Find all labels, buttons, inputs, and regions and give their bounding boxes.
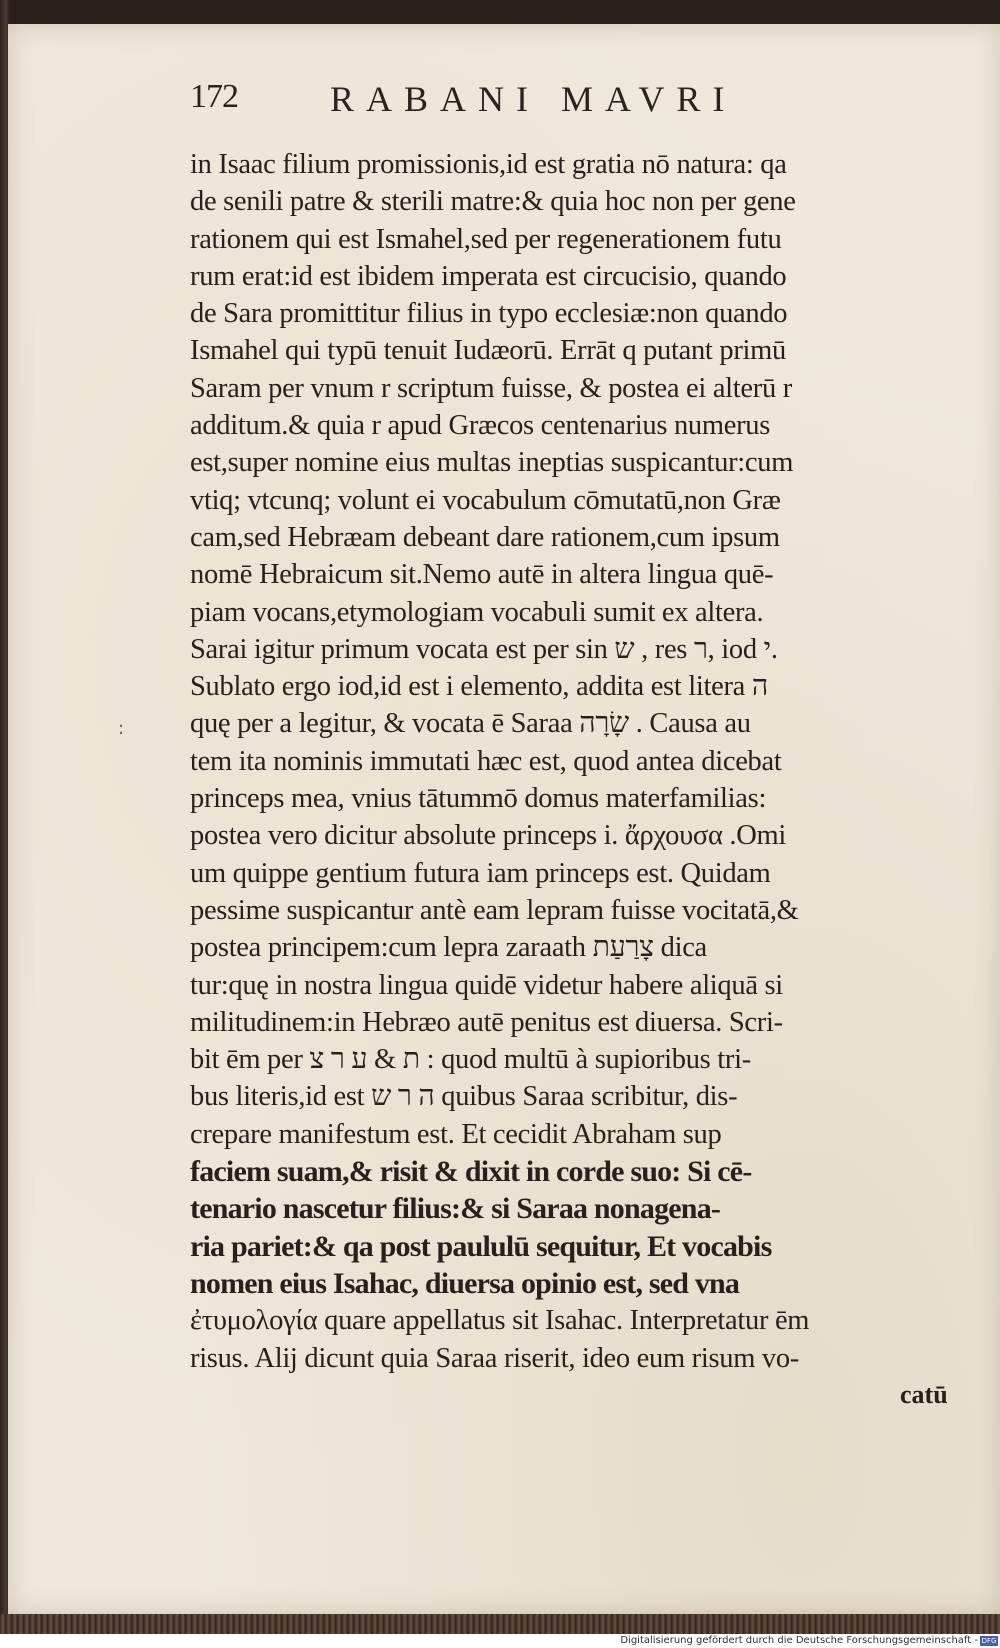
text-line: in Isaac filium promissionis,id est gratia nō natura: qa <box>190 149 787 180</box>
page-number: 172 <box>190 78 238 115</box>
text-line: Sarai igitur primum vocata est per sin ש , res ר, iod י. <box>190 633 778 665</box>
text-line: rum erat:id est ibidem imperata est circucisio, quando <box>190 260 787 292</box>
text-line-blackletter: faciem suam,& risit & dixit in corde suo: Si cē- <box>190 1155 752 1189</box>
text-line: piam vocans,etymologiam vocabuli sumit ex altera. <box>190 596 764 628</box>
margin-mark: : <box>118 718 125 739</box>
body-text <box>190 146 950 1377</box>
text-line: postea principem:cum lepra zaraath צָרַעַת dica <box>190 932 707 964</box>
text-line: cam,sed Hebræam debeant dare rationem,cum ipsum <box>190 521 780 553</box>
text-line: bit ēm per ת & ע ר צ : quod multū à supioribus tri- <box>190 1044 751 1076</box>
page-header <box>190 78 840 128</box>
text-line: crepare manifestum est. Et cecidit Abraham sup <box>190 1118 722 1150</box>
page-edge <box>0 1614 1000 1634</box>
text-line: ἐτυμολογία quare appellatus sit Isahac. Interpretatur ēm <box>190 1305 810 1337</box>
text-line: Saram per vnum r scriptum fuisse, & postea ei alterū r <box>190 372 792 404</box>
funding-credit: Digitalisierung gefördert durch die Deutsche Forschungsgemeinschaft - <box>620 1635 978 1646</box>
text-line: additum.& quia r apud Græcos centenarius numerus <box>190 410 770 442</box>
text-line: rationem qui est Ismahel,sed per regenerationem futu <box>190 223 782 255</box>
text-line: vtiq; vtcunq; volunt ei vocabulum cōmutatū,non Græ <box>190 484 781 516</box>
text-line: de Sara promittitur filius in typo ecclesiæ:non quando <box>190 298 788 330</box>
dfg-logo-icon: DFG <box>981 1637 997 1645</box>
text-line: pessime suspicantur antè eam lepram fuisse vocitatā,& <box>190 894 799 926</box>
text-line: princeps mea, vnius tātummō domus materfamilias: <box>190 783 767 815</box>
text-line: bus literis,id est ה ר ש quibus Saraa scribitur, dis- <box>190 1081 738 1113</box>
running-head: RABANI MAVRI <box>330 79 737 119</box>
footer-strip <box>0 1634 1000 1648</box>
catchword: catū <box>900 1380 948 1409</box>
text-line: tem ita nominis immutati hæc est, quod antea dicebat <box>190 745 782 777</box>
text-line: postea vero dicitur absolute princeps i. ἄρχουσα .Omi <box>190 820 787 852</box>
text-line-blackletter: tenario nascetur filius:& si Saraa nonagena- <box>190 1192 721 1226</box>
text-line: tur:quę in nostra lingua quidē videtur habere aliquā si <box>190 969 783 1001</box>
text-line: Sublato ergo iod,id est i elemento, addita est litera ה <box>190 671 768 703</box>
text-line: nomē Hebraicum sit.Nemo autē in altera lingua quē- <box>190 559 774 591</box>
text-line: militudinem:in Hebræo autē penitus est diuersa. Scri- <box>190 1006 783 1038</box>
text-line: est,super nomine eius multas ineptias suspicantur:cum <box>190 447 794 479</box>
text-line: Ismahel qui typū tenuit Iudæorū. Errāt q putant primū <box>190 335 786 367</box>
text-line-blackletter: nomen eius Isahac, diuersa opinio est, sed vna <box>190 1266 740 1300</box>
text-line: de senili patre & sterili matre:& quia hoc non per gene <box>190 186 796 218</box>
text-line-blackletter: ria pariet:& qa post paululū sequitur, Et vocabis <box>190 1229 772 1263</box>
text-line: um quippe gentium futura iam princeps est. Quidam <box>190 857 771 889</box>
text-line: quę per a legitur, & vocata ē Saraa שָׂרָה . Causa au <box>190 708 751 740</box>
text-line: risus. Alij dicunt quia Saraa riserit, ideo eum risum vo- <box>190 1342 799 1374</box>
